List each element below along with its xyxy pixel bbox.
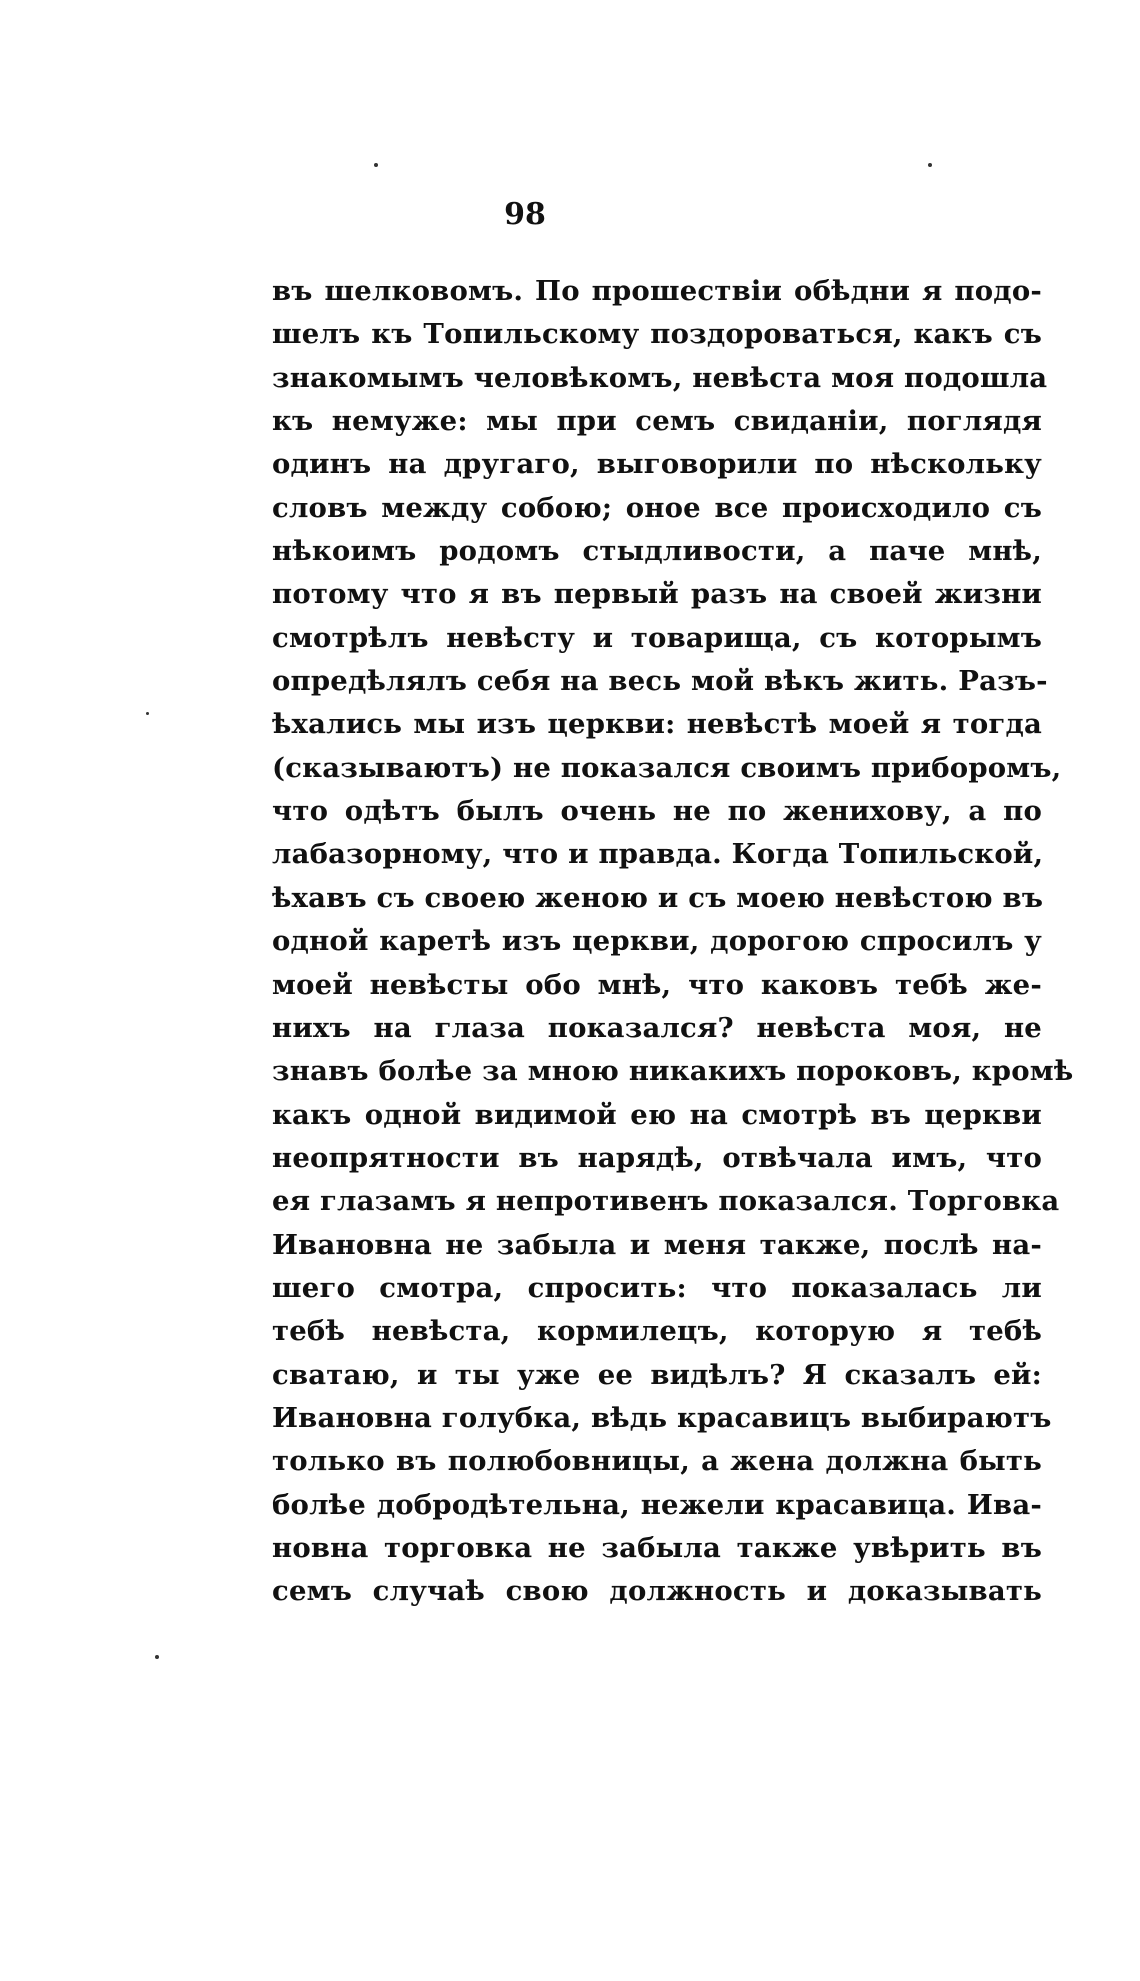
text-line: знавъ болѣе за мною никакихъ пороковъ, кромѣ xyxy=(272,1055,1074,1088)
text-line: сватаю, и ты уже ее видѣлъ? Я сказалъ ей: xyxy=(272,1358,1042,1391)
text-line: моей невѣсты обо мнѣ, что каковъ тебѣ же- xyxy=(272,968,1042,1001)
text-line: шего смотра, спросить: что показалась ли xyxy=(272,1271,1042,1304)
text-line: смотрѣлъ невѣсту и товарища, съ которымъ xyxy=(272,621,1042,654)
text-line: опредѣлялъ себя на весь мой вѣкъ жить. Разъ- xyxy=(272,665,1048,698)
text-line: одинъ на другаго, выговорили по нѣскольку xyxy=(272,448,1042,481)
scan-speck xyxy=(374,163,378,167)
text-line: нѣкоимъ родомъ стыдливости, а паче мнѣ, xyxy=(272,535,1042,568)
text-line: словъ между собою; оное все происходило съ xyxy=(272,491,1042,524)
text-line: нихъ на глаза показался? невѣста моя, не xyxy=(272,1011,1042,1044)
text-line: болѣе добродѣтельна, нежели красавица. Ива- xyxy=(272,1488,1042,1521)
text-line: новна торговка не забыла также увѣрить въ xyxy=(272,1531,1042,1564)
scan-speck xyxy=(155,1655,159,1659)
text-line: (сказываютъ) не показался своимъ приборомъ, xyxy=(272,751,1062,784)
text-line: тебѣ невѣста, кормилецъ, которую я тебѣ xyxy=(272,1315,1042,1348)
text-line: Ивановна голубка, вѣдь красавицъ выбираютъ xyxy=(272,1401,1052,1434)
text-line: знакомымъ человѣкомъ, невѣста моя подошла xyxy=(272,361,1048,394)
text-line: что одѣтъ былъ очень не по женихову, а по xyxy=(272,795,1042,828)
text-line: ея глазамъ я непротивенъ показался. Торговка xyxy=(272,1185,1060,1218)
text-line: неопрятности въ нарядѣ, отвѣчала имъ, что xyxy=(272,1141,1042,1174)
scan-speck xyxy=(928,163,932,167)
text-line: потому что я въ первый разъ на своей жизни xyxy=(272,578,1042,611)
text-line: ѣхавъ съ своею женою и съ моею невѣстою въ xyxy=(272,881,1044,914)
text-line: одной каретѣ изъ церкви, дорогою спросилъ у xyxy=(272,925,1042,958)
text-line: къ немуже: мы при семъ свиданіи, поглядя xyxy=(272,405,1042,438)
text-line: въ шелковомъ. По прошествіи обѣдни я подо- xyxy=(272,275,1042,307)
text-line: лабазорному, что и правда. Когда Топильской, xyxy=(272,838,1044,871)
text-line: Ивановна не забыла и меня также, послѣ на- xyxy=(272,1228,1042,1261)
text-line: какъ одной видимой ею на смотрѣ въ церкви xyxy=(272,1098,1042,1131)
body-text xyxy=(272,270,1074,1614)
text-line: только въ полюбовницы, а жена должна быть xyxy=(272,1445,1042,1478)
text-line: ѣхались мы изъ церкви: невѣстѣ моей я тогда xyxy=(272,708,1042,741)
text-line: шелъ къ Топильскому поздороваться, какъ съ xyxy=(272,318,1042,351)
scan-speck xyxy=(146,712,149,715)
text-line: семъ случаѣ свою должность и доказывать xyxy=(272,1575,1042,1608)
page-number: 98 xyxy=(504,197,546,232)
